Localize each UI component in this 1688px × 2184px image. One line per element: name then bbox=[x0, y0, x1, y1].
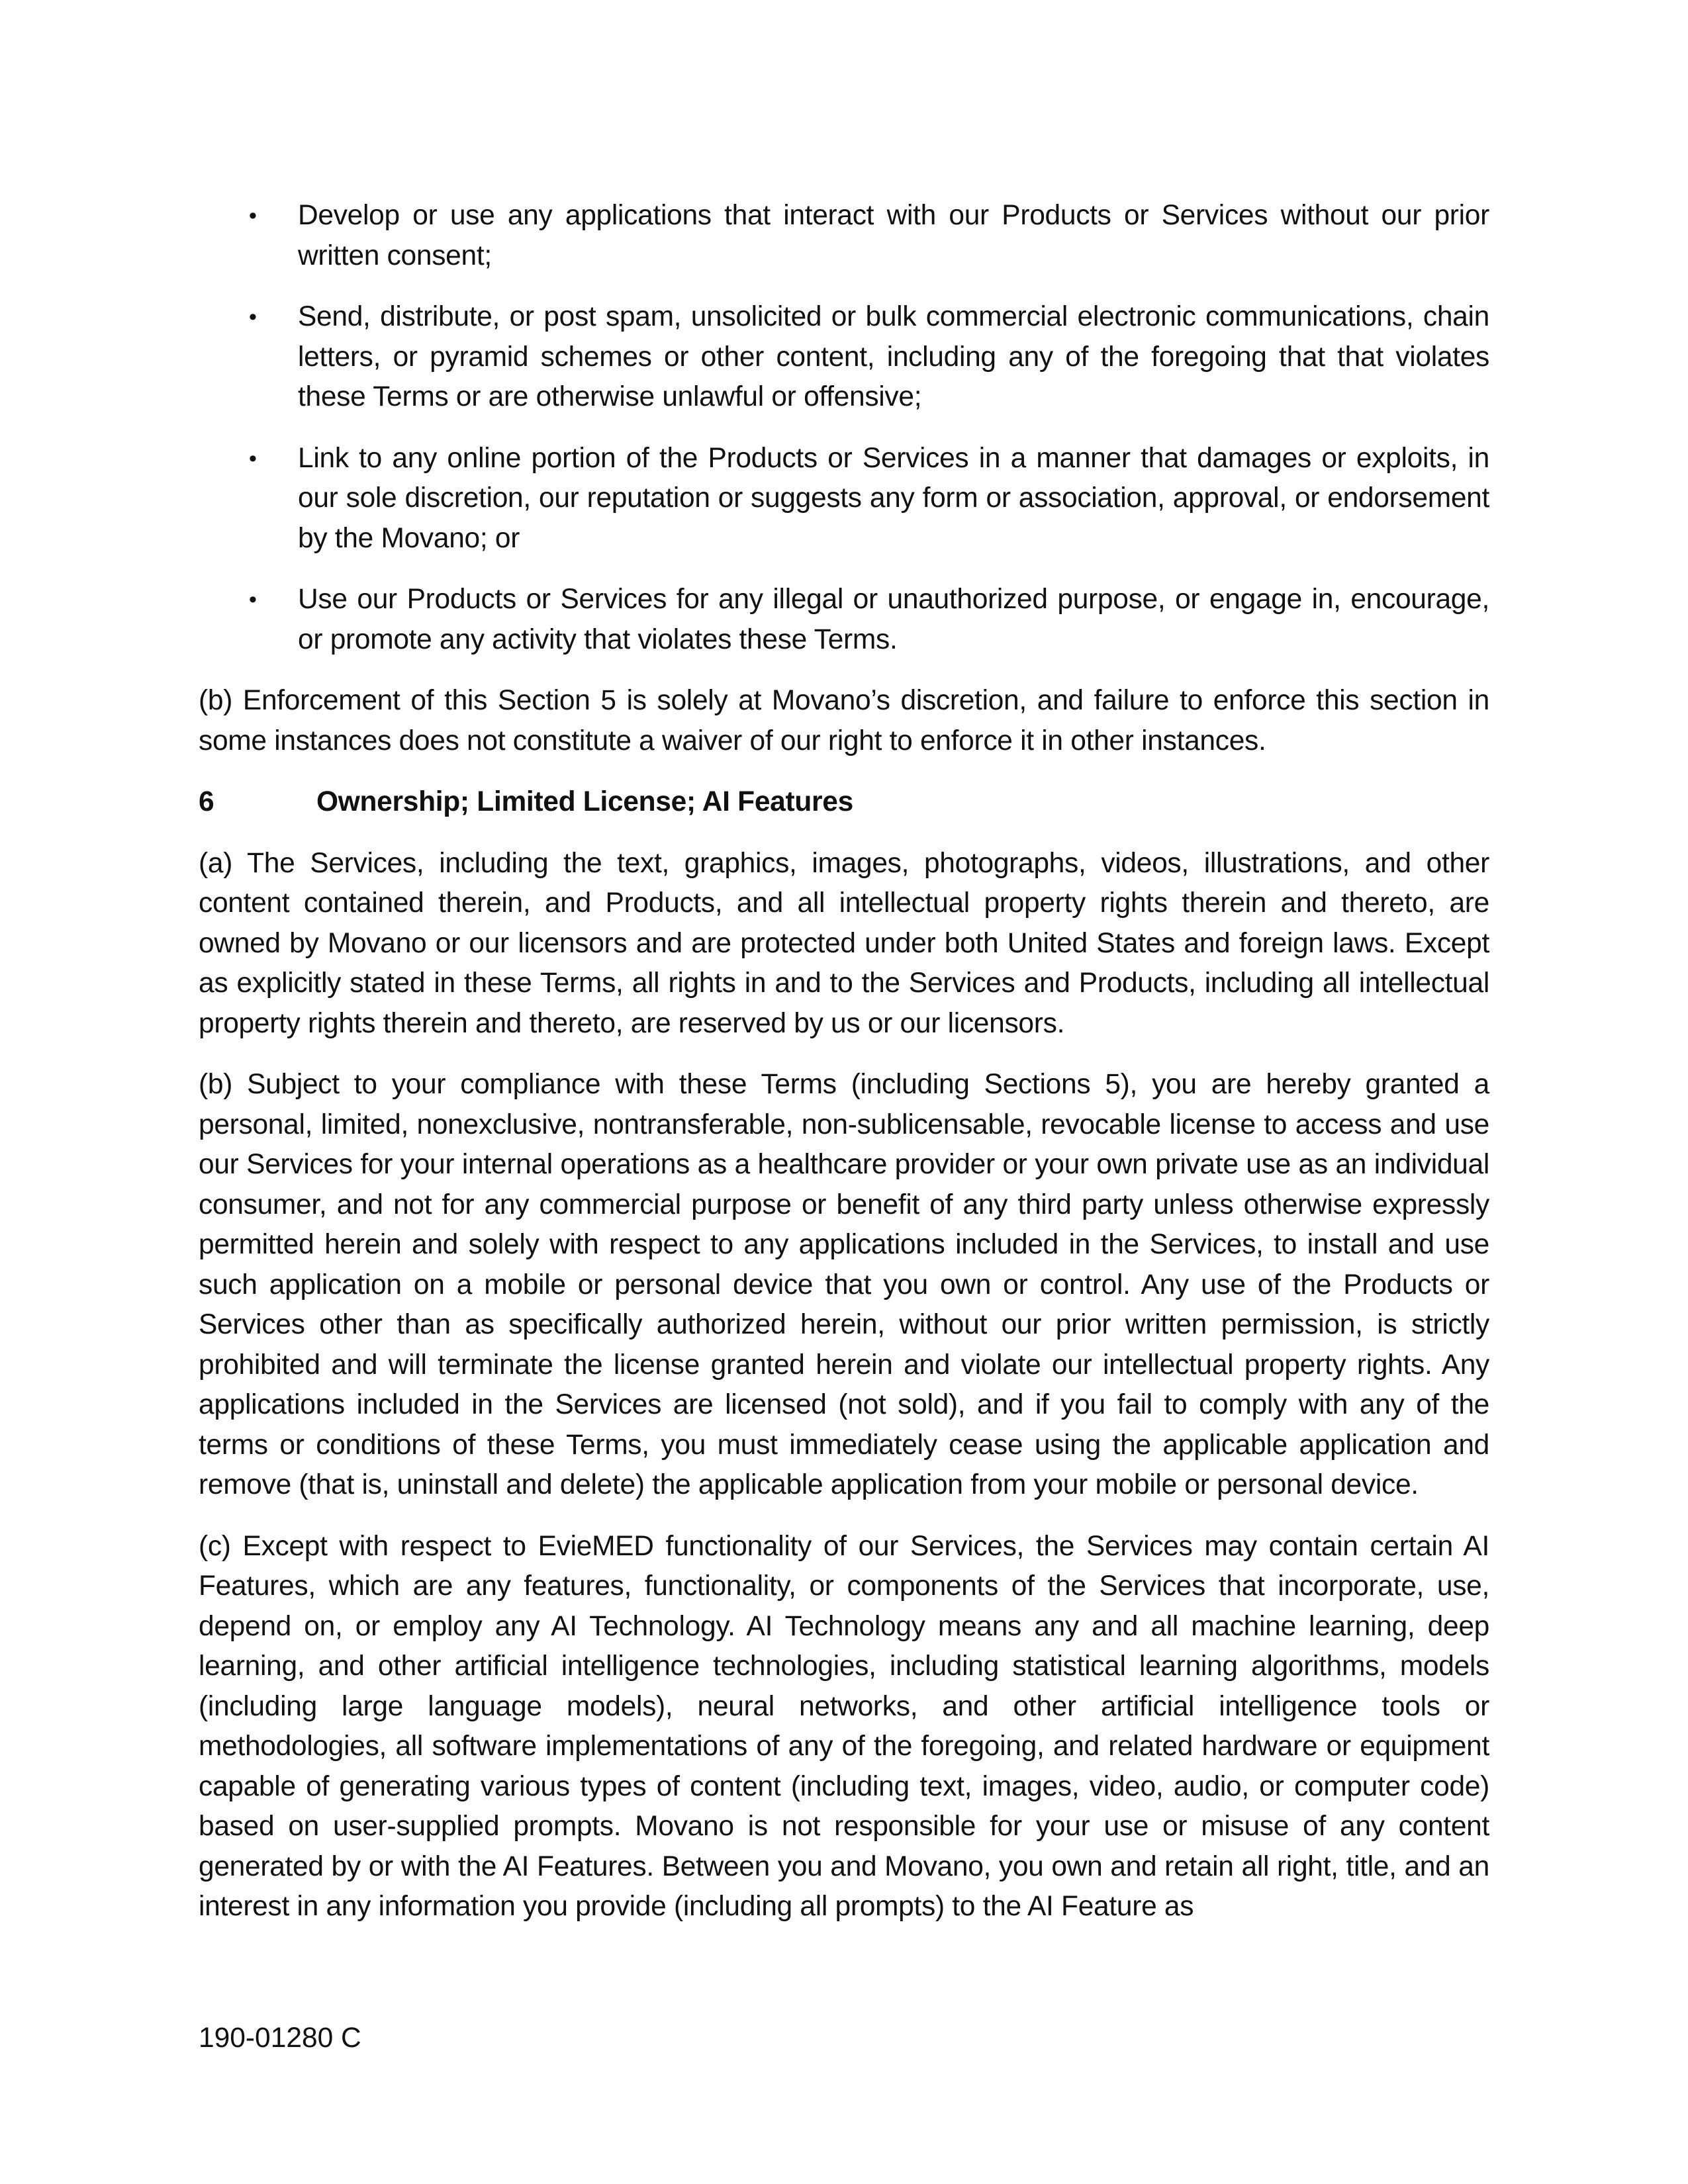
list-item-text: Link to any online portion of the Products or Services in a manner that damages or exploits, in our sole discretion, our reputation or suggests any form or association, approval, or endorsement by the Movano; or bbox=[298, 442, 1489, 554]
document-page bbox=[199, 196, 1489, 1948]
section-heading bbox=[199, 782, 1489, 823]
license-paragraph: (b) Subject to your compliance with these Terms (including Sections 5), you are hereby granted a personal, limited, nonexclusive, nontransferable, non-sublicensable, revocable license to access and use our Services for your internal operations as a healthcare provider or your own private use as an individual consumer, and not for any commercial purpose or benefit of any third party unless otherwise expressly permitted herein and solely with respect to any applications included in the Services, to install and use such application on a mobile or personal device that you own or control. Any use of the Products or Services other than as specifically authorized herein, without our prior written permission, is strictly prohibited and will terminate the license granted herein and violate our intellectual property rights. Any applications included in the Services are licensed (not sold), and if you fail to comply with any of the terms or conditions of these Terms, you must immediately cease using the applicable application and remove (that is, uninstall and delete) the applicable application from your mobile or personal device. bbox=[199, 1069, 1489, 1500]
ai-features-paragraph: (c) Except with respect to EvieMED functionality of our Services, the Services may contain certain AI Features, which are any features, functionality, or components of the Services that incorporate, use, depend on, or employ any AI Technology. AI Technology means any and all machine learning, deep learning, and other artificial intelligence technologies, including statistical learning algorithms, models (including large language models), neural networks, and other artificial intelligence tools or methodologies, all software implementations of any of the foregoing, and related hardware or equipment capable of generating various types of content (including text, images, video, audio, or computer code) based on user-supplied prompts. Movano is not responsible for your use or misuse of any content generated by or with the AI Features. Between you and Movano, you own and retain all right, title, and an interest in any information you provide (including all prompts) to the AI Feature as bbox=[199, 1530, 1489, 1922]
prohibited-uses-list bbox=[199, 196, 1489, 660]
ownership-paragraph: (a) The Services, including the text, graphics, images, photographs, videos, illustrations, and other content contained therein, and Products, and all intellectual property rights therein and thereto, are owned by Movano or our licensors and are protected under both United States and foreign laws. Except as explicitly stated in these Terms, all rights in and to the Services and Products, including all intellectual property rights therein and thereto, are reserved by us or our licensors. bbox=[199, 847, 1489, 1039]
list-item bbox=[199, 439, 1489, 559]
enforcement-paragraph: (b) Enforcement of this Section 5 is solely at Movano’s discretion, and failure to enforce this section in some instances does not constitute a waiver of our right to enforce it in other instances. bbox=[199, 685, 1489, 756]
list-item bbox=[199, 196, 1489, 276]
document-number-footer: 190-01280 C bbox=[199, 2023, 361, 2054]
section-title: Ownership; Limited License; AI Features bbox=[316, 786, 853, 817]
list-item-text: Use our Products or Services for any illegal or unauthorized purpose, or engage in, encourage, or promote any activity that violates these Terms. bbox=[298, 584, 1489, 655]
list-item-text: Send, distribute, or post spam, unsolicited or bulk commercial electronic communications, chain letters, or pyramid schemes or other content, including any of the foregoing that that violates these Terms or are otherwise unlawful or offensive; bbox=[298, 301, 1489, 412]
bullet-icon: • bbox=[249, 203, 257, 228]
list-item bbox=[199, 297, 1489, 418]
bullet-icon: • bbox=[249, 445, 257, 471]
section-number: 6 bbox=[199, 786, 214, 817]
bullet-icon: • bbox=[249, 587, 257, 612]
bullet-icon: • bbox=[249, 304, 257, 330]
list-item-text: Develop or use any applications that interact with our Products or Services without our prior written consent; bbox=[298, 200, 1489, 271]
list-item bbox=[199, 580, 1489, 660]
